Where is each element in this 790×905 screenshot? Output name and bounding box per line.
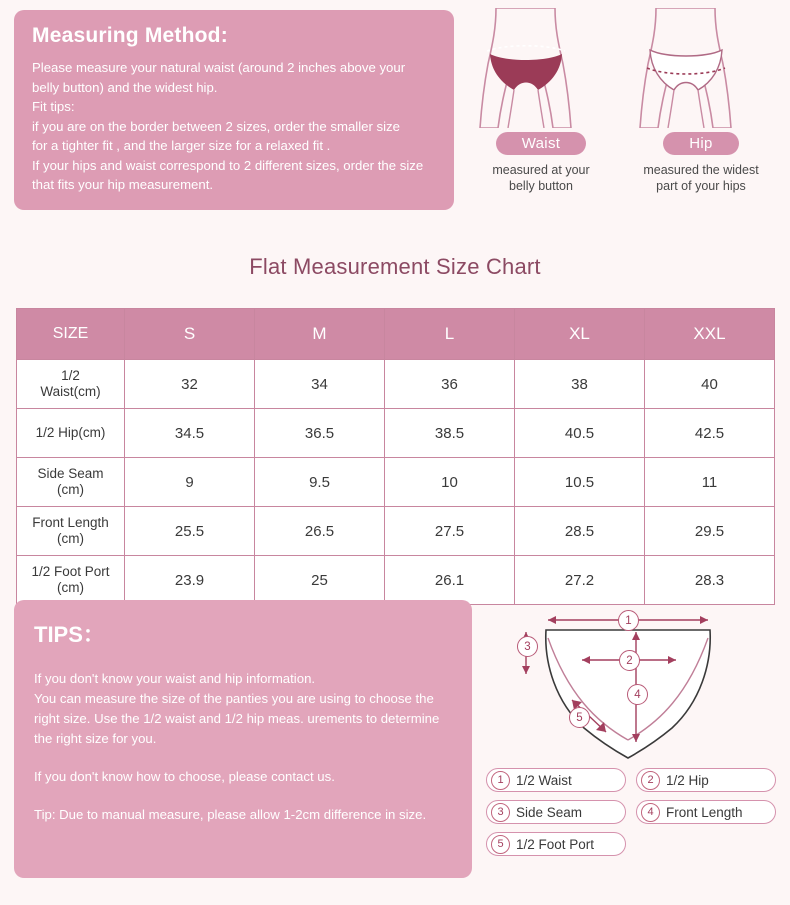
tips-line: If you don't know how to choose, please contact us. [34, 769, 335, 784]
waist-figure-illustration [466, 8, 616, 128]
table-cell: 9 [125, 458, 255, 507]
table-cell: 34 [255, 360, 385, 409]
table-cell: 38 [515, 360, 645, 409]
diagram-marker-4: 4 [627, 684, 648, 705]
panty-diagram-illustration [486, 602, 782, 772]
table-header-cell: SIZE [17, 309, 125, 360]
row-label-line2: (cm) [57, 580, 84, 595]
table-cell: 26.5 [255, 507, 385, 556]
row-label-line1: 1/2 Hip(cm) [35, 425, 106, 440]
table-cell: 11 [645, 458, 775, 507]
legend-number-2: 2 [641, 771, 660, 790]
table-cell: 36.5 [255, 409, 385, 458]
table-row [17, 458, 775, 507]
table-cell: 9.5 [255, 458, 385, 507]
legend-label-half-hip: 1/2 Hip [666, 772, 709, 788]
legend-number-4: 4 [641, 803, 660, 822]
table-cell: 40 [645, 360, 775, 409]
table-row [17, 556, 775, 605]
diagram-legend [486, 768, 782, 856]
waist-caption-line1: measured at your [492, 163, 590, 177]
table-row [17, 507, 775, 556]
legend-item-half-waist [486, 768, 626, 792]
table-cell: 40.5 [515, 409, 645, 458]
legend-label-half-foot-port: 1/2 Foot Port [516, 836, 595, 852]
hip-caption-line1: measured the widest [643, 163, 759, 177]
legend-item-half-foot-port [486, 832, 626, 856]
diagram-marker-3: 3 [517, 636, 538, 657]
table-cell: 25.5 [125, 507, 255, 556]
legend-item-side-seam [486, 800, 626, 824]
table-cell: 34.5 [125, 409, 255, 458]
table-header-cell: S [125, 309, 255, 360]
table-header-row [17, 309, 775, 360]
row-label-line1: 1/2 [61, 368, 80, 383]
table-cell: 36 [385, 360, 515, 409]
measuring-method-line: for a tighter fit , and the larger size for a relaxed fit . [32, 138, 331, 153]
tips-spacer [34, 749, 452, 767]
legend-label-front-length: Front Length [666, 804, 743, 820]
figure-hip [626, 8, 776, 216]
row-label-line2: Waist(cm) [40, 384, 101, 399]
table-cell: 42.5 [645, 409, 775, 458]
diagram-marker-1: 1 [618, 610, 639, 631]
table-row-label [17, 360, 125, 409]
table-cell: 27.2 [515, 556, 645, 605]
legend-number-1: 1 [491, 771, 510, 790]
table-cell: 29.5 [645, 507, 775, 556]
measuring-method-line: Fit tips: [32, 99, 75, 114]
tips-line: You can measure the size of the panties you are using to choose the [34, 691, 434, 706]
table-header-cell: L [385, 309, 515, 360]
measuring-method-line: If your hips and waist correspond to 2 different sizes, order the size [32, 157, 424, 173]
table-cell: 26.1 [385, 556, 515, 605]
measurement-figures [466, 8, 778, 216]
row-label-line2: (cm) [57, 531, 84, 546]
table-row-label [17, 458, 125, 507]
hip-figure-illustration [626, 8, 776, 128]
measurement-diagram [486, 602, 782, 882]
table-row-label [17, 556, 125, 605]
table-cell: 10.5 [515, 458, 645, 507]
table-header-cell: XL [515, 309, 645, 360]
diagram-marker-2: 2 [619, 650, 640, 671]
table-row-label [17, 507, 125, 556]
figure-waist [466, 8, 616, 216]
tips-title: TIPS： [34, 622, 105, 647]
measuring-method-line: Please measure your natural waist (around 2 inches above your [32, 60, 406, 75]
legend-number-5: 5 [491, 835, 510, 854]
table-header-cell: XXL [645, 309, 775, 360]
diagram-marker-5: 5 [569, 707, 590, 728]
tips-line: the right size for you. [34, 731, 157, 746]
legend-item-half-hip [636, 768, 776, 792]
table-row-label [17, 409, 125, 458]
tips-line: right size. Use the 1/2 waist and 1/2 hip meas. urements to determine [34, 711, 440, 726]
hip-caption [643, 162, 758, 194]
legend-label-side-seam: Side Seam [516, 804, 583, 820]
table-cell: 25 [255, 556, 385, 605]
table-cell: 32 [125, 360, 255, 409]
table-cell: 28.3 [645, 556, 775, 605]
row-label-line2: (cm) [57, 482, 84, 497]
measuring-method-line: if you are on the border between 2 sizes, order the smaller size [32, 118, 400, 134]
tips-spacer [34, 787, 452, 805]
tips-line: If you don't know your waist and hip information. [34, 671, 316, 686]
size-chart-table [16, 308, 775, 605]
measuring-method-line: that fits your hip measurement. [32, 177, 214, 192]
size-chart-title: Flat Measurement Size Chart [249, 254, 541, 279]
table-cell: 38.5 [385, 409, 515, 458]
row-label-line1: Front Length [32, 515, 109, 530]
tips-line: Tip: Due to manual measure, please allow 1-2cm difference in size. [34, 807, 427, 822]
legend-item-front-length [636, 800, 776, 824]
waist-label-pill: Waist [496, 132, 586, 155]
row-label-line1: 1/2 Foot Port [31, 564, 110, 579]
hip-label-pill: Hip [663, 132, 738, 155]
legend-number-3: 3 [491, 803, 510, 822]
table-header-cell: M [255, 309, 385, 360]
waist-caption [492, 162, 589, 194]
table-cell: 10 [385, 458, 515, 507]
measuring-method-box [14, 10, 454, 210]
waist-caption-line2: belly button [509, 179, 573, 193]
legend-label-half-waist: 1/2 Waist [516, 772, 572, 788]
measuring-method-line: belly button) and the widest hip. [32, 79, 218, 95]
row-label-line1: Side Seam [37, 466, 104, 481]
hip-caption-line2: part of your hips [656, 179, 746, 193]
table-cell: 23.9 [125, 556, 255, 605]
measuring-method-title: Measuring Method: [32, 24, 228, 47]
table-row [17, 360, 775, 409]
table-cell: 28.5 [515, 507, 645, 556]
tips-box [14, 600, 472, 878]
table-cell: 27.5 [385, 507, 515, 556]
table-row [17, 409, 775, 458]
